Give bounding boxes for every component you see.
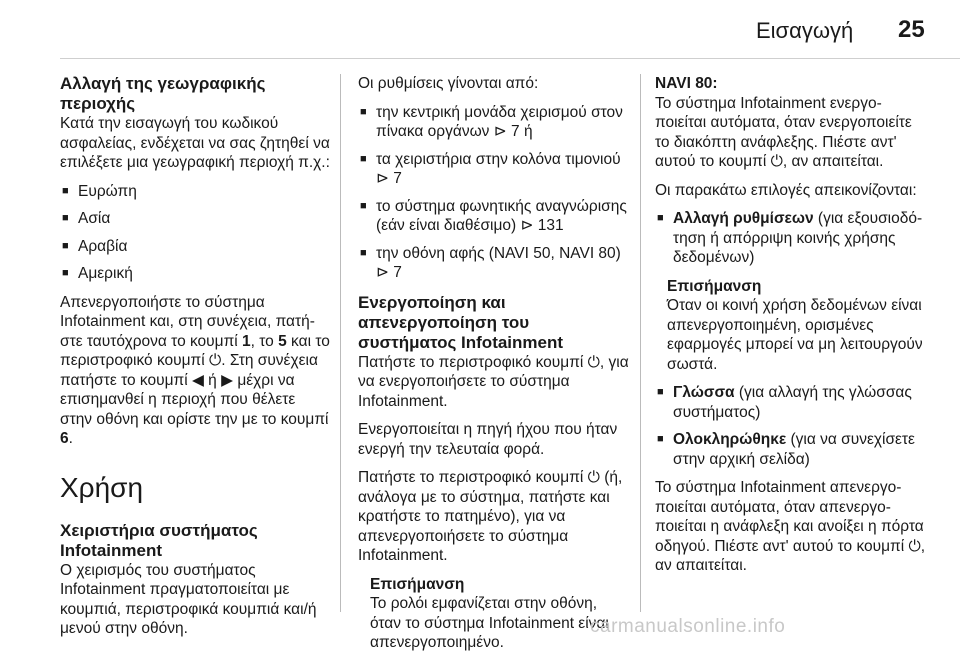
settings-source-list [358,103,630,283]
option-description: (για να συνεχίσετε στην αρχική σελίδα) [673,431,915,468]
note-text: Όταν οι κοινή χρήση δεδομένων είναι απενεργοποιημένη, ορισμένες εφαρμογές μπορεί να μη λειτουργούν σωστά. [667,297,923,373]
text: , το [250,332,279,350]
list-item: ■ το σύστημα φωνητικής αναγνώρισης (εάν είναι διαθέσιμο) ⊳ 131 [358,197,630,236]
list-item: ■ Αραβία [60,237,330,257]
list-item [655,430,927,469]
text: και το περιστροφικό κουμπί ⏻. Στη συνέχεια πατήστε το κουμπί ◀ ή ▶ μέχρι να επισημανθεί η περιοχή που θέλετε στην οθόνη και ορίστε την με το κουμπί [60,332,330,428]
list-item: ■ τα χειριστήρια στην κολόνα τιμονιού ⊳ 7 [358,150,630,189]
note-text: Το ρολόι εμφανίζεται στην οθόνη, όταν το σύστημα Infotainment είναι απενεργοποιημένο. [370,595,609,651]
note-data-sharing [667,277,927,375]
column-divider-1 [340,74,341,612]
option-description: (για εξουσιοδότηση ή απόρριψη κοινής χρήσης δεδομένων) [673,210,923,266]
paragraph-options-intro: Οι παρακάτω επιλογές απεικονίζονται: [655,181,917,199]
heading-on-off: Ενεργοποίηση και απενεργοποίηση του συστήματος Infotainment [358,292,564,352]
list-item: ■ την κεντρική μονάδα χειρισμού στον πίνακα οργάνων ⊳ 7 ή [358,103,630,142]
paragraph-settings-intro: Οι ρυθμίσεις γίνονται από: [358,75,539,92]
options-list [655,209,927,268]
option-name: Ολοκληρώθηκε [673,431,787,448]
key-label: 5 [278,332,287,350]
options-list-continued [655,383,927,469]
column-divider-2 [640,74,641,612]
option-description: (για αλλαγή της γλώσσας συστήματος) [673,384,912,421]
list-item: ■ Αμερική [60,264,330,284]
heading-navi80: NAVI 80: [655,75,718,92]
paragraph-power-off: Πατήστε το περιστροφικό κουμπί ⏻ (ή, ανάλογα με το σύστημα, πατήστε και κρατήστε το πατημένο), για να απενεργοποιήσετε το σύστημα Infotainment. [358,469,623,564]
list-item: ■ Ασία [60,209,330,229]
watermark: carmanualsonline.info [590,616,786,637]
key-label: 6 [60,430,69,447]
paragraph-region-procedure [60,293,330,449]
region-list [60,182,330,284]
header-divider [60,58,960,59]
note-clock [370,575,630,653]
paragraph-navi80-auto-on: Το σύστημα Infotainment ενεργοποιείται αυτόματα, όταν ενεργοποιείτε το διακόπτη ανάφλεξης. Πιέστε αντ' αυτού το κουμπί ⏻, αν απαιτείται. [655,94,912,170]
paragraph-controls: Ο χειρισμός του συστήματος Infotainment πραγματοποιείται με κουμπιά, περιστροφικά κουμπιά και/ή μενού στην οθόνη. [60,561,317,637]
note-title: Επισήμανση [370,575,465,593]
heading-change-region: Αλλαγή της γεωγραφικής περιοχής [60,74,266,113]
text: . [68,430,73,447]
page-header-title: Εισαγωγή [756,18,854,43]
paragraph-last-source: Ενεργοποιείται η πηγή ήχου που ήταν ενεργή την τελευταία φορά. [358,421,618,458]
text: Απενεργοποιήστε το σύστημα Infotainment και, στη συνέχεια, πατήστε ταυτόχρονα το κουμπί [60,293,315,350]
option-name: Γλώσσα [673,384,735,401]
paragraph-power-on: Πατήστε το περιστροφικό κουμπί ⏻, για να ενεργοποιήσετε το σύστημα Infotainment. [358,353,629,410]
note-title: Επισήμανση [667,277,762,295]
column-3 [655,74,927,585]
option-name: Αλλαγή ρυθμίσεων [673,210,814,227]
key-label: 1 [242,332,251,350]
list-item: ■ Ευρώπη [60,182,330,202]
column-1 [60,74,330,648]
heading-controls: Χειριστήρια συστήματος Infotainment [60,520,258,560]
heading-use: Χρήση [60,471,144,503]
list-item [655,209,927,268]
column-2 [358,74,630,662]
paragraph-auto-off: Το σύστημα Infotainment απενεργοποιείται αυτόματα, όταν απενεργοποιείται η ανάφλεξη και ανοίξει η πόρτα οδηγού. Πιέστε αντ' αυτού το κουμπί ⏻, αν απαιτείται. [655,479,926,574]
list-item [655,383,927,422]
page-number: 25 [898,16,925,43]
list-item: ■ την οθόνη αφής (NAVI 50, NAVI 80) ⊳ 7 [358,244,630,283]
paragraph-region-intro: Κατά την εισαγωγή του κωδικού ασφαλείας, ενδέχεται να σας ζητηθεί να επιλέξετε μια γεωγραφική περιοχή π.χ.: [60,115,330,171]
